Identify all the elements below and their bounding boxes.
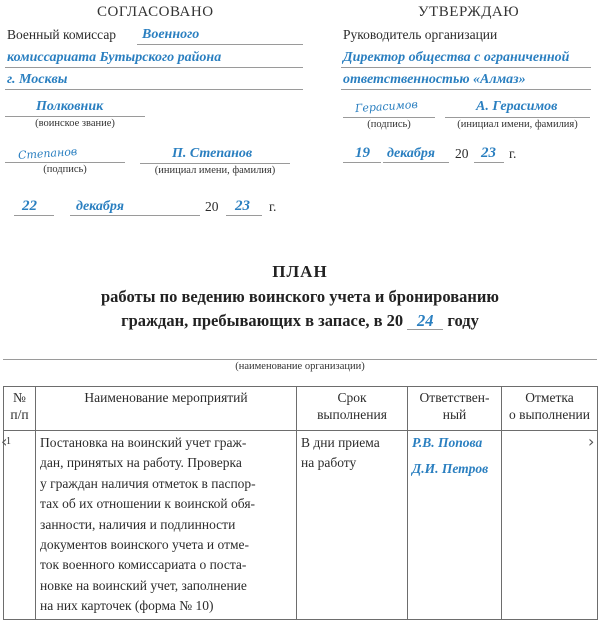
right-date-day: 19 [355, 145, 370, 161]
right-signature-caption: (подпись) [367, 119, 411, 130]
header-deadline: Срок выполнения [297, 387, 408, 431]
right-date-month: декабря [387, 146, 435, 161]
header-mark: Отметка о выполнении [502, 387, 598, 431]
right-date-year-unit: г. [509, 146, 517, 161]
title-line-2-suffix: году [447, 311, 479, 330]
left-date-year-suffix: 23 [235, 198, 250, 214]
document-title-line-1: работы по ведению воинского учета и бронированию [101, 287, 499, 306]
row-num: 1 [4, 431, 36, 620]
prev-page-icon[interactable]: ‹ [1, 432, 8, 451]
right-org-line-2: ответственностью «Алмаз» [343, 72, 526, 87]
right-name-caption: (инициал имени, фамилия) [457, 119, 578, 130]
left-position-label: Военный комиссар [7, 27, 117, 42]
left-org-line-1: Военного [142, 27, 200, 42]
table-header-row [4, 387, 598, 431]
right-position-label: Руководитель организации [343, 27, 498, 42]
left-date-year-prefix: 20 [205, 199, 219, 214]
row-responsible: Р.В. Попова Д.И. Петров [408, 431, 502, 620]
left-signature: Степанов [17, 144, 78, 163]
document-heading: ПЛАН [272, 262, 328, 281]
left-name: П. Степанов [172, 146, 253, 161]
left-org-line-2: комиссариата Бутырского района [7, 50, 222, 65]
left-signature-caption: (подпись) [43, 164, 87, 175]
right-date-year-suffix: 23 [481, 145, 496, 161]
organization-caption: (наименование организации) [235, 361, 365, 372]
left-date-month: декабря [76, 199, 124, 214]
right-org-line-1: Директор общества с ограниченной [343, 50, 570, 65]
row-deadline: В дни приема на работу [297, 431, 408, 620]
right-name: А. Герасимов [476, 99, 558, 114]
left-date-day: 22 [22, 198, 37, 214]
left-name-caption: (инициал имени, фамилия) [154, 165, 276, 176]
header-num: № п/п [4, 387, 36, 431]
next-page-icon[interactable]: › [588, 432, 595, 451]
plan-year: 24 [407, 311, 443, 331]
row-mark [502, 431, 598, 620]
right-signature: Герасимов [354, 97, 419, 116]
rank-caption: (воинское звание) [35, 118, 115, 129]
row-activity: Постановка на воинский учет граж- дан, принятых на работу. Проверка у граждан наличия отметок в паспор- тах об их отношении к воинской обя- занности, наличия и подлинности документов воинского учета и отме- ток военного комиссариата о поста- новке на воинский учет, заполнение на них карточек (форма № 10) [36, 431, 297, 620]
table-row [4, 431, 598, 620]
title-line-2-prefix: граждан, пребывающих в запасе, в 20 [121, 311, 404, 330]
right-date-year-prefix: 20 [455, 146, 469, 161]
plan-table [3, 386, 598, 620]
left-date-year-unit: г. [269, 199, 277, 214]
approval-header: СОГЛАСОВАНО [97, 4, 214, 20]
left-org-line-3: г. Москвы [7, 72, 68, 87]
left-rank: Полковник [36, 99, 104, 114]
header-activity: Наименование мероприятий [36, 387, 297, 431]
header-responsible: Ответствен- ный [408, 387, 502, 431]
approve-header: УТВЕРЖДАЮ [418, 4, 520, 20]
document-title-line-2 [0, 311, 600, 331]
